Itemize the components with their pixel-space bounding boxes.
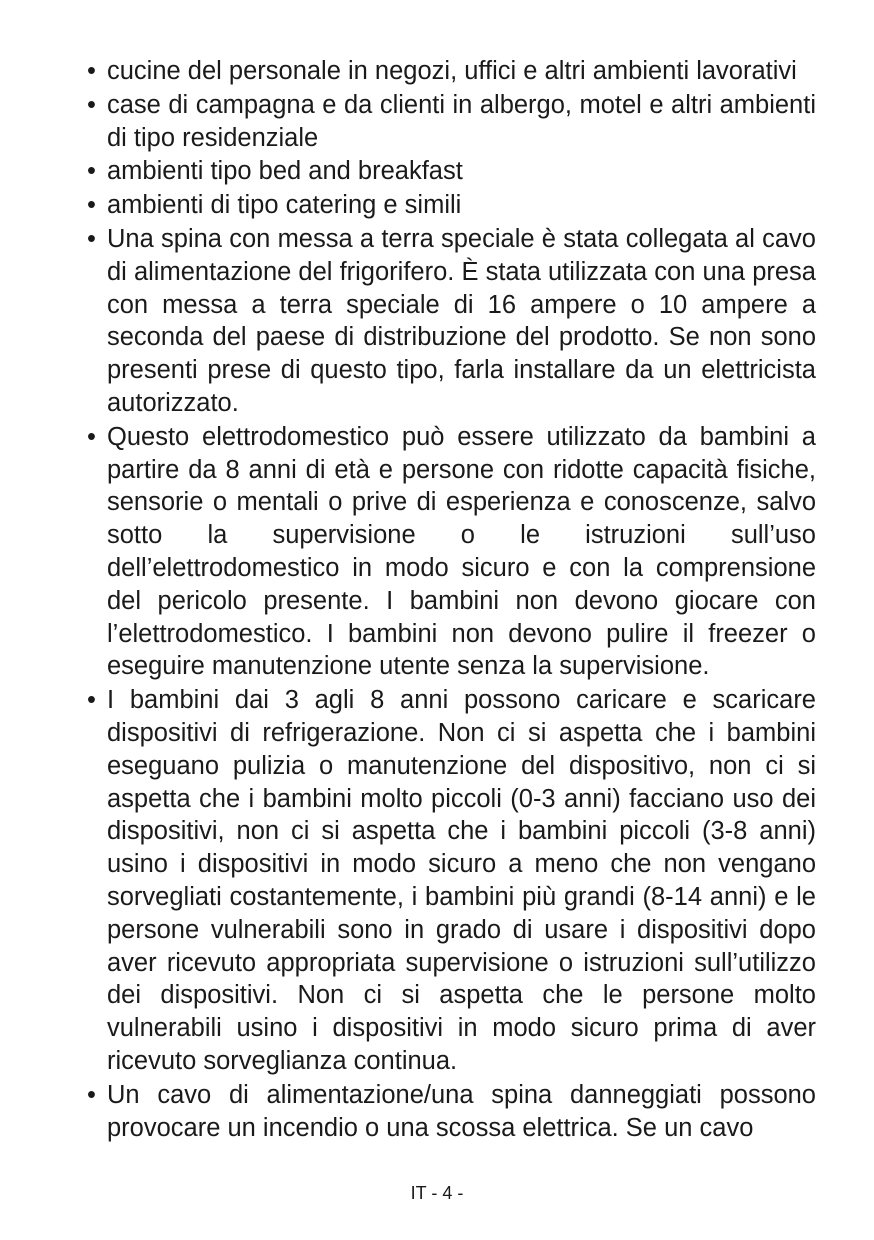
bullet-icon: • <box>87 157 96 186</box>
bullet-icon: • <box>87 57 96 85</box>
list-item-text: case di campagna e da clienti in albergo, motel e altri ambienti di tipo residenziale <box>107 90 816 152</box>
bullet-icon: • <box>87 191 96 220</box>
list-item-text: I bambini dai 3 agli 8 anni possono caricare e scaricare dispositivi di refrigerazione. Non ci si aspetta che i bambini eseguano pulizia o manutenzione del dispositivo, non ci si aspetta che i bambini molto piccoli (0-3 anni) facciano uso dei dispositivi, non ci si aspetta che i bambini piccoli (3-8 anni) usino i dispositivi in modo sicuro a meno che non vengano sorvegliati costantemente, i bambini più grandi (8-14 anni) e le persone vulnerabili sono in grado di usare i dispositivi dopo aver ricevuto appropriata supervisione o istruzioni sull’utilizzo dei dispositivi. Non ci si aspetta che le persone molto vulnerabili usino i dispositivi in modo sicuro prima di aver ricevuto sorveglianza continua. <box>107 686 816 1075</box>
page-content <box>87 55 816 1145</box>
list-item-text: ambienti di tipo catering e simili <box>107 191 462 220</box>
list-item <box>87 684 816 1078</box>
list-item-text: cucine del personale in negozi, uffici e altri ambienti lavorativi <box>107 57 797 85</box>
bullet-icon: • <box>87 686 96 715</box>
list-item <box>87 55 816 88</box>
list-item <box>87 189 816 222</box>
list-item <box>87 155 816 188</box>
list-item <box>87 223 816 420</box>
list-item <box>87 421 816 683</box>
bullet-icon: • <box>87 224 96 253</box>
bullet-icon: • <box>87 90 96 119</box>
bullet-list <box>87 55 816 1144</box>
bullet-icon: • <box>87 422 96 451</box>
list-item-text: Una spina con messa a terra speciale è stata collegata al cavo di alimentazione del frigorifero. È stata utilizzata con una presa con messa a terra speciale di 16 ampere o 10 ampere a seconda del paese di distribuzione del prodotto. Se non sono presenti prese di questo tipo, farla installare da un elettricista autorizzato. <box>107 224 816 417</box>
list-item-text: Questo elettrodomestico può essere utilizzato da bambini a partire da 8 anni di età e persone con ridotte capacità fisiche, sensorie o mentali o prive di esperienza e conoscenze, salvo sotto la supervisione o le istruzioni sull’uso dell’elettrodomestico in modo sicuro e con la comprensione del pericolo presente. I bambini non devono giocare con l’elettrodomestico. I bambini non devono pulire il freezer o eseguire manutenzione utente senza la supervisione. <box>107 422 816 681</box>
list-item-text: ambienti tipo bed and breakfast <box>107 157 463 186</box>
page-number: IT - 4 - <box>410 1183 464 1203</box>
list-item <box>87 89 816 155</box>
bullet-icon: • <box>87 1080 96 1109</box>
list-item-text: Un cavo di alimentazione/una spina danneggiati possono provocare un incendio o una scossa elettrica. Se un cavo <box>107 1080 816 1142</box>
list-item <box>87 1079 816 1145</box>
